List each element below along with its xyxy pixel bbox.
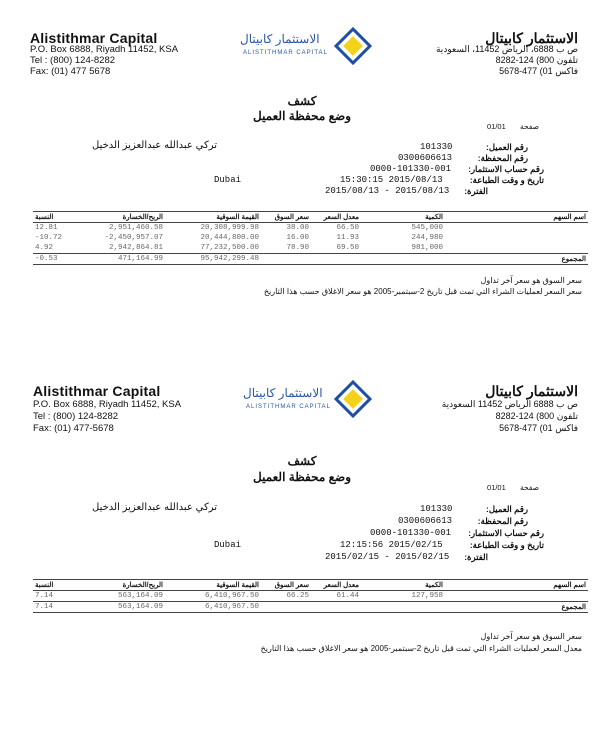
cell: 38.00 <box>286 224 309 232</box>
city: Dubai <box>214 540 242 550</box>
cell: 77,232,500.00 <box>200 244 259 252</box>
cell: -10.72 <box>35 234 63 242</box>
cell <box>445 243 588 254</box>
total-percent: 7.14 <box>35 603 54 611</box>
table-row <box>33 233 588 243</box>
col-avg-price: معدل السعر <box>311 580 361 591</box>
logo-text-ar: الاستثمار كابيتال <box>243 386 323 400</box>
col-stock-name: اسم السهم <box>445 212 588 223</box>
holdings-table <box>33 211 588 265</box>
city: Dubai <box>214 175 242 185</box>
cell <box>445 591 588 602</box>
investment-account-number: 0000-101330-001 <box>370 528 452 538</box>
address-line-3: Fax: (01) 477 5678 <box>30 66 111 77</box>
company-logo-icon <box>333 379 373 419</box>
cell: 4.92 <box>35 244 54 252</box>
period-label: الفترة: <box>464 186 488 196</box>
col-percent: النسبة <box>33 212 79 223</box>
cell: 20,444,800.00 <box>200 234 259 242</box>
cell: 127,958 <box>411 592 443 600</box>
client-number: 101330 <box>420 142 453 152</box>
total-profit-loss: 563,164.09 <box>117 603 163 611</box>
total-market-value: 6,410,967.50 <box>204 603 259 611</box>
print-datetime-label: تاريخ و وقت الطباعة: <box>469 175 544 185</box>
logo-text-en: ALISTITHMAR CAPITAL <box>246 404 331 410</box>
note-2: معدل السعر لعمليات الشراء التي تمت قبل تاريخ 2-سبتمبر-2005 هو سعر الاغلاق حسب هذا التاريخ <box>260 644 582 653</box>
page-number: 01/01 <box>487 122 506 131</box>
page-label: صفحة <box>520 483 540 492</box>
address-line-1: P.O. Box 6888, Riyadh 11452, KSA <box>33 399 182 410</box>
table-total-row <box>33 254 588 265</box>
col-profit-loss: الربح/الخسارة <box>79 212 165 223</box>
total-market-value: 95,942,299.48 <box>200 255 259 263</box>
cell: 2,951,460.58 <box>108 224 163 232</box>
address-ar-line-2: تلفون 800) 124-8282 <box>495 55 578 65</box>
period-label: الفترة: <box>464 552 488 562</box>
client-number: 101330 <box>420 504 453 514</box>
cell: 6,410,967.50 <box>204 592 259 600</box>
cell: -2,450,957.07 <box>104 234 163 242</box>
company-logo-icon <box>333 26 373 66</box>
address-ar-line-3: فاكس 01) 477-5678 <box>499 423 578 433</box>
holdings-table <box>33 579 588 613</box>
table-row <box>33 223 588 234</box>
portfolio-label: رقم المحفظة: <box>477 516 528 526</box>
col-quantity: الكمية <box>361 212 445 223</box>
col-market-price: سعر السوق <box>261 580 311 591</box>
cell: 2,942,864.81 <box>108 244 163 252</box>
address-line-2: Tel : (800) 124-8282 <box>30 55 116 66</box>
cell <box>445 233 588 243</box>
col-profit-loss: الربح/الخسارة <box>79 580 165 591</box>
period: 2015/08/13 - 2015/08/13 <box>325 186 450 196</box>
total-profit-loss: 471,164.99 <box>117 255 163 263</box>
cell: 66.25 <box>286 592 309 600</box>
page-number: 01/01 <box>487 483 506 492</box>
client-name: تركي عبدالله عبدالعزيز الدخيل <box>92 502 218 513</box>
address-line-3: Fax: (01) 477-5678 <box>33 423 114 434</box>
address-ar-line-1: ص ب 6888، الرياض 11452، السعودية <box>435 44 578 54</box>
company-name-ar: الاستثمار كابيتال <box>485 383 578 399</box>
investment-account-number: 0000-101330-001 <box>370 164 452 174</box>
portfolio-label: رقم المحفظة: <box>477 153 528 163</box>
statement-subtitle: وضع محفظة العميل <box>253 109 351 123</box>
table-header-row <box>33 212 588 223</box>
table-total-row <box>33 602 588 613</box>
page-label: صفحة <box>520 122 540 131</box>
logo-text-ar: الاستثمار كابيتال <box>240 32 320 46</box>
col-quantity: الكمية <box>361 580 445 591</box>
company-name-en: Alistithmar Capital <box>30 30 158 46</box>
note-1: سعر السوق هو سعر آخر تداول <box>480 276 582 285</box>
col-avg-price: معدل السعر <box>311 212 361 223</box>
table-row <box>33 591 588 602</box>
print-datetime: 15:30:15 2015/08/13 <box>340 175 443 185</box>
logo-text-en: ALISTITHMAR CAPITAL <box>243 50 328 56</box>
cell: 61.44 <box>336 592 359 600</box>
statement-page-2 <box>0 366 604 732</box>
cell: 66.50 <box>336 224 359 232</box>
investment-account-label: رقم حساب الاستثمار: <box>468 164 544 174</box>
address-ar-line-3: فاكس 01) 477-5678 <box>499 66 578 76</box>
cell: 69.50 <box>336 244 359 252</box>
col-percent: النسبة <box>33 580 79 591</box>
period: 2015/02/15 - 2015/02/15 <box>325 552 450 562</box>
cell: 12.81 <box>35 224 58 232</box>
portfolio-number: 0300606613 <box>398 516 453 526</box>
note-1: سعر السوق هو سعر آخر تداول <box>480 632 582 641</box>
cell: 981,000 <box>411 244 443 252</box>
address-line-2: Tel : (800) 124-8282 <box>33 411 119 422</box>
statement-title: كشف <box>287 94 317 108</box>
col-market-value: القيمة السوقية <box>165 212 261 223</box>
total-label: المجموع <box>561 604 586 611</box>
cell <box>445 223 588 234</box>
print-datetime-label: تاريخ و وقت الطباعة: <box>469 540 544 550</box>
client-number-label: رقم العميل: <box>486 504 528 514</box>
col-market-value: القيمة السوقية <box>165 580 261 591</box>
address-ar-line-1: ص ب 6888 الرياض 11452 السعودية <box>441 399 578 409</box>
cell: 16.00 <box>286 234 309 242</box>
cell: 545,000 <box>411 224 443 232</box>
investment-account-label: رقم حساب الاستثمار: <box>468 528 544 538</box>
client-number-label: رقم العميل: <box>486 142 528 152</box>
cell: 563,164.09 <box>117 592 163 600</box>
statement-subtitle: وضع محفظة العميل <box>253 470 351 484</box>
cell: 20,308,999.98 <box>200 224 259 232</box>
col-market-price: سعر السوق <box>261 212 311 223</box>
company-name-en: Alistithmar Capital <box>33 383 161 399</box>
cell: 11.93 <box>336 234 359 242</box>
note-2: سعر السعر لعمليات الشراء التي تمت قبل تاريخ 2-سبتمبر-2005 هو سعر الاغلاق حسب هذا التاريخ <box>263 287 582 296</box>
address-line-1: P.O. Box 6888, Riyadh 11452, KSA <box>30 44 179 55</box>
portfolio-number: 0300606613 <box>398 153 453 163</box>
table-header-row <box>33 580 588 591</box>
total-label: المجموع <box>561 256 586 263</box>
statement-title: كشف <box>287 454 317 468</box>
client-name: تركي عبدالله عبدالعزيز الدخيل <box>92 140 218 151</box>
print-datetime: 12:15:56 2015/02/15 <box>340 540 443 550</box>
address-ar-line-2: تلفون 800) 124-8282 <box>495 411 578 421</box>
company-name-ar: الاستثمار كابيتال <box>485 30 578 46</box>
table-row <box>33 243 588 254</box>
cell: 7.14 <box>35 592 54 600</box>
cell: 244,980 <box>411 234 443 242</box>
total-percent: -0.53 <box>35 255 58 263</box>
cell: 78.90 <box>286 244 309 252</box>
col-stock-name: اسم السهم <box>445 580 588 591</box>
